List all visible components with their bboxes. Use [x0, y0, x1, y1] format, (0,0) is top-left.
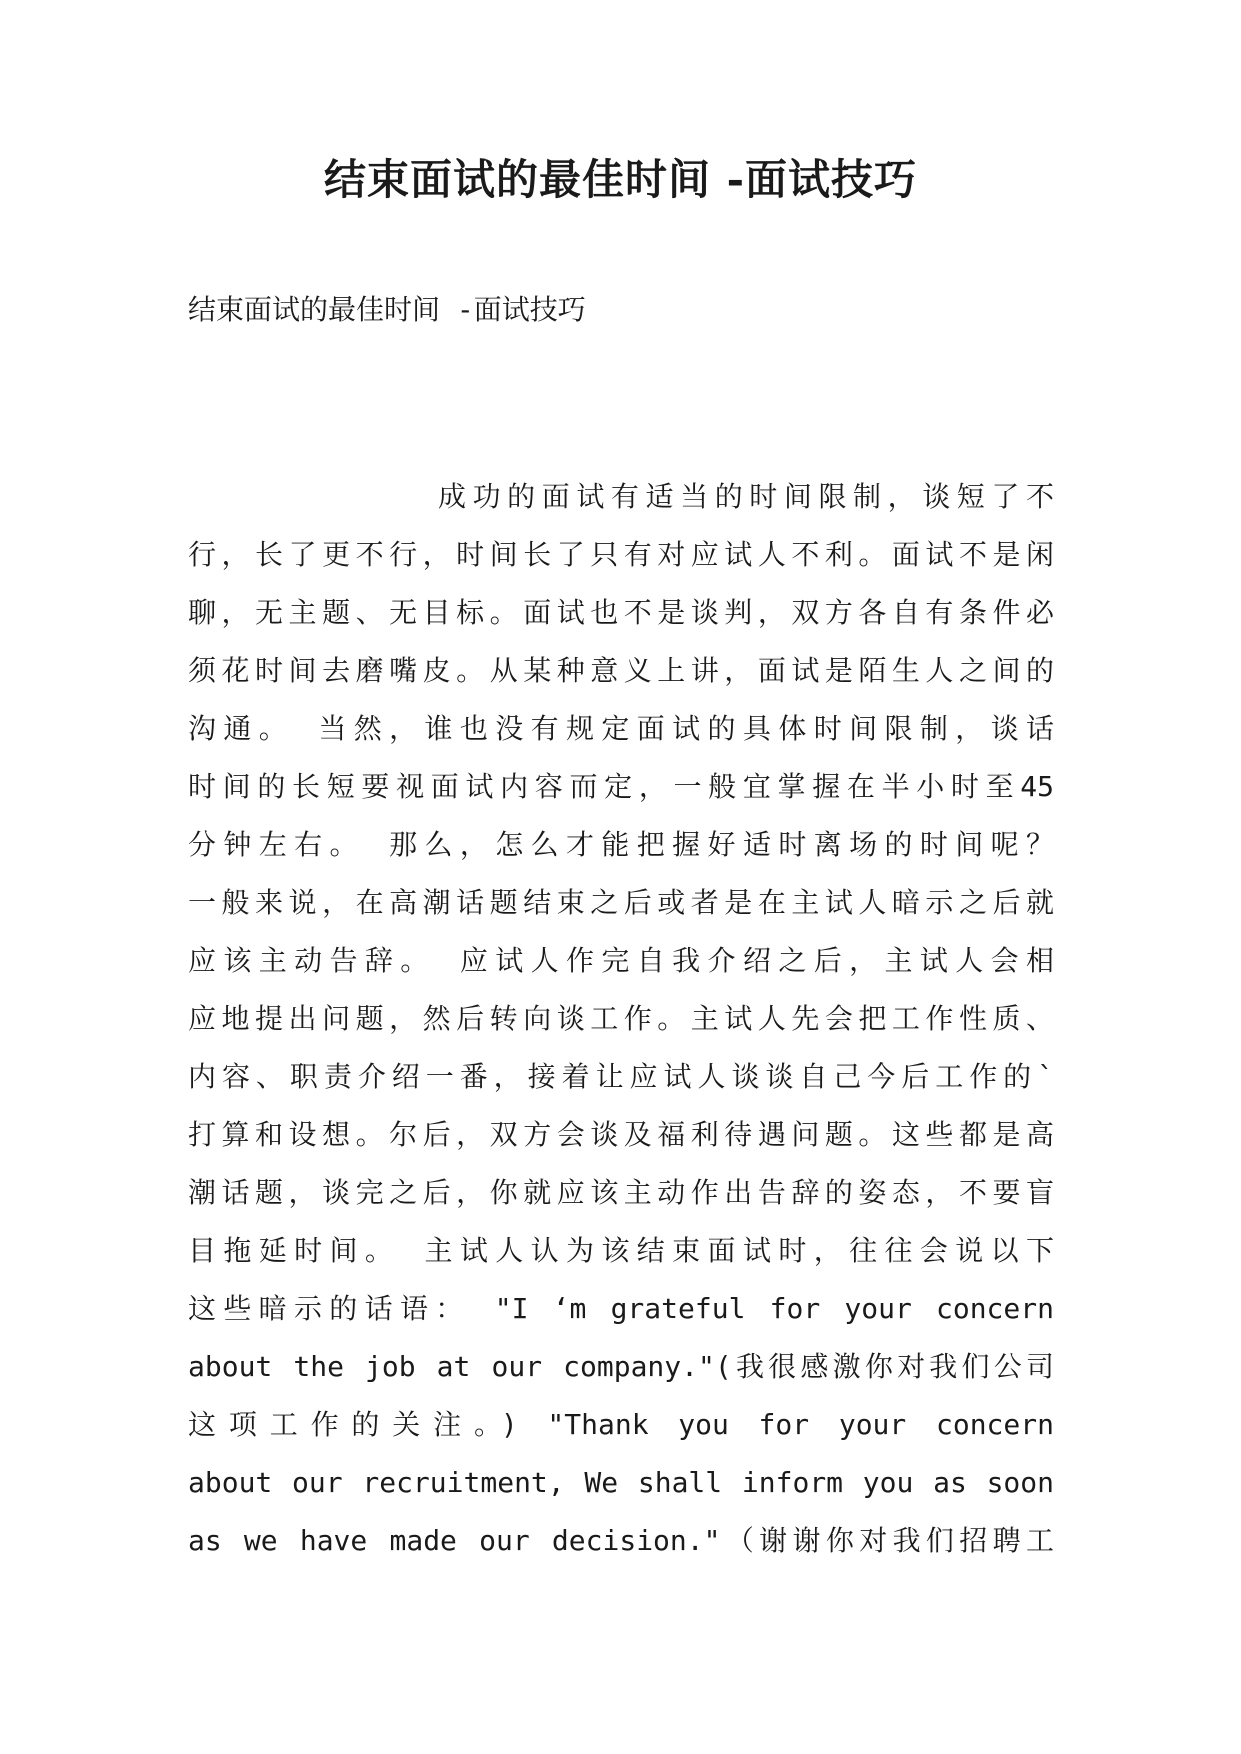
document-subtitle: 结束面试的最佳时间 -面试技巧	[188, 293, 586, 326]
body-line: 应地提出问题，然后转向谈工作。主试人先会把工作性质、	[188, 1002, 1054, 1035]
body-line: 沟通。 当然，谁也没有规定面试的具体时间限制，谈话	[188, 712, 1054, 745]
body-line: 应该主动告辞。 应试人作完自我介绍之后，主试人会相	[188, 944, 1054, 977]
body-line: about the job at our company."(我很感激你对我们公司	[188, 1350, 1054, 1383]
body-line: 成功的面试有适当的时间限制，谈短了不	[438, 480, 1054, 513]
body-line: 一般来说，在高潮话题结束之后或者是在主试人暗示之后就	[188, 886, 1054, 919]
body-line: 潮话题，谈完之后，你就应该主动作出告辞的姿态，不要盲	[188, 1176, 1054, 1209]
body-line: 聊，无主题、无目标。面试也不是谈判，双方各自有条件必	[188, 596, 1054, 629]
body-line: 分钟左右。 那么，怎么才能把握好适时离场的时间呢？	[188, 828, 1054, 861]
body-line: 目拖延时间。 主试人认为该结束面试时，往往会说以下	[188, 1234, 1054, 1267]
body-line: 这项工作的关注。) "Thank you for your concern	[188, 1408, 1054, 1441]
body-line: 内容、职责介绍一番，接着让应试人谈谈自己今后工作的`	[188, 1060, 1054, 1093]
body-line: as we have made our decision."（谢谢你对我们招聘工	[188, 1524, 1054, 1557]
body-line: 这些暗示的话语： "I ‘m grateful for your concern	[188, 1292, 1054, 1325]
body-line: 行，长了更不行，时间长了只有对应试人不利。面试不是闲	[188, 538, 1054, 571]
body-line: 时间的长短要视面试内容而定，一般宜掌握在半小时至45	[188, 770, 1054, 803]
document-title: 结束面试的最佳时间 -面试技巧	[323, 155, 918, 204]
body-line: 打算和设想。尔后，双方会谈及福利待遇问题。这些都是高	[188, 1118, 1054, 1151]
body-line: 须花时间去磨嘴皮。从某种意义上讲，面试是陌生人之间的	[188, 654, 1054, 687]
document-body	[188, 468, 1054, 1570]
body-line: about our recruitment, We shall inform you as soon	[188, 1466, 1054, 1499]
